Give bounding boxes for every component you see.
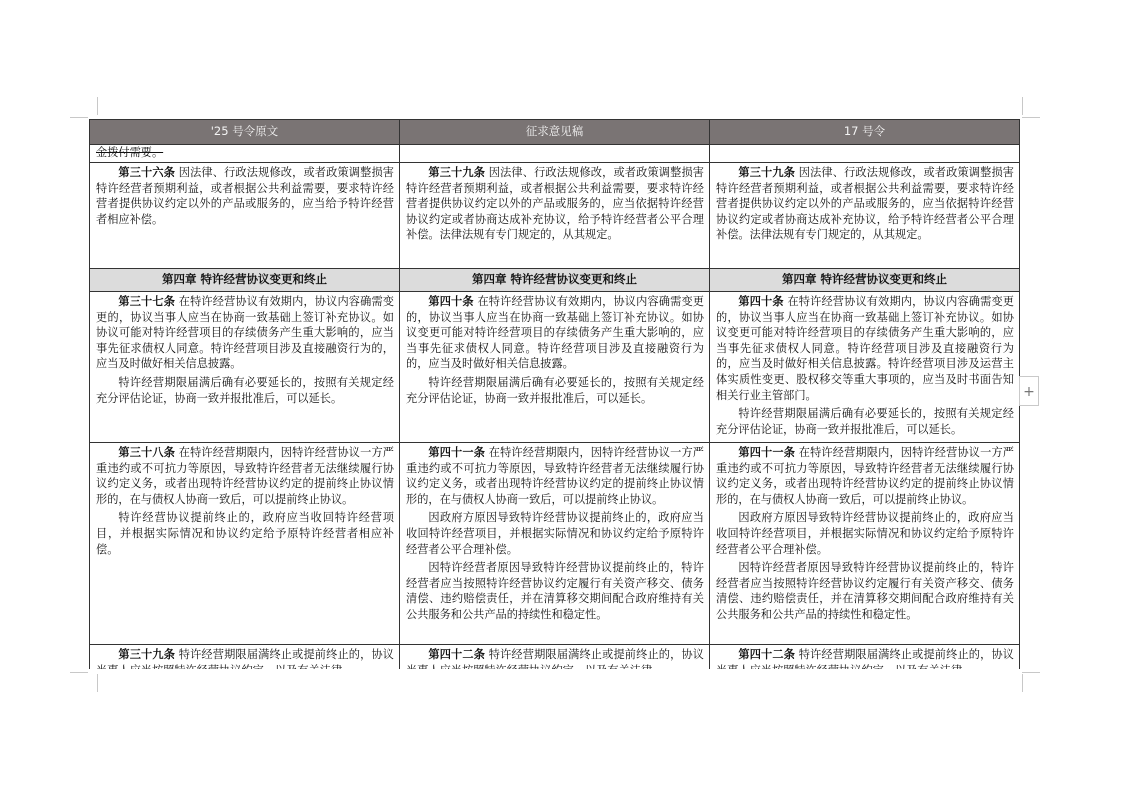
table-cell[interactable] xyxy=(400,292,710,443)
crop-mark xyxy=(97,97,98,115)
article-text: 特许经营期限届满终止或提前终止的，协议 xyxy=(488,648,704,661)
paragraph xyxy=(716,294,1014,403)
page-bottom-area xyxy=(0,669,1125,794)
crop-mark xyxy=(97,674,98,692)
table-cell[interactable] xyxy=(90,145,400,163)
crop-mark xyxy=(70,672,88,673)
table-cell[interactable] xyxy=(90,292,400,443)
article-number: 第四十条 xyxy=(428,295,474,308)
paragraph: 特许经营期限届满后确有必要延长的，按照有关规定经充分评估论证，协商一致并报批准后，可以延长。 xyxy=(96,375,394,405)
paragraph: 特许经营期限届满后确有必要延长的，按照有关规定经充分评估论证，协商一致并报批准后，可以延长。 xyxy=(716,407,1014,436)
article-text: 因法律、行政法规修改，或者政策调整损害特许经营者预期利益，或者根据公共利益需要，要求特许经营者提供协议约定以外的产品或服务的，应当给予特许经营者相应补偿。 xyxy=(96,166,394,226)
paragraph xyxy=(96,165,394,227)
table-row xyxy=(90,145,1020,163)
chapter-title: 第四章 特许经营协议变更和终止 xyxy=(90,269,400,292)
table-header-row xyxy=(90,120,1020,145)
table-cell[interactable] xyxy=(710,163,1020,269)
article-number: 第三十七条 xyxy=(118,295,176,308)
crop-mark xyxy=(70,117,88,118)
paragraph xyxy=(406,165,704,243)
article-number: 第三十六条 xyxy=(118,166,176,179)
article-text: 特许经营期限届满终止或提前终止的，协议 xyxy=(798,648,1014,661)
table-cell[interactable] xyxy=(400,145,710,163)
crop-mark xyxy=(1022,672,1040,673)
table-cell[interactable] xyxy=(400,163,710,269)
paragraph: 因政府方原因导致特许经营协议提前终止的，政府应当收回特许经营项目，并根据实际情况和协议约定给予原特许经营者公平合理补偿。 xyxy=(406,511,704,556)
article-text: 在特许经营协议有效期内，协议内容确需变更的，协议当事人应当在协商一致基础上签订补充协议。如协议变更可能对特许经营项目的存续债务产生重大影响的，应当事先征求债权人同意。特许经营项目涉及直接融资行为的，应当及时做好相关信息披露。 xyxy=(406,295,704,371)
column-header-draft: 征求意见稿 xyxy=(400,120,710,145)
paragraph: 特许经营协议提前终止的，政府应当收回特许经营项目，并根据实际情况和协议约定给予原特许经营者相应补偿。 xyxy=(96,511,394,556)
article-text: 因法律、行政法规修改，或者政策调整损害特许经营者预期利益，或者根据公共利益需要，要求特许经营者提供协议约定以外的产品或服务的，应当依据特许经营协议约定或者协商达成补充协议，给予特许经营者公平合理补偿。法律法规有专门规定的，从其规定。 xyxy=(716,166,1014,242)
crop-mark xyxy=(1022,674,1023,692)
table-cell[interactable] xyxy=(710,145,1020,163)
paragraph xyxy=(716,165,1014,243)
article-number: 第四十二条 xyxy=(428,648,486,661)
article-text: 在特许经营协议有效期内，协议内容确需变更的，协议当事人应当在协商一致基础上签订补充协议。如协议可能对特许经营项目的存续债务产生重大影响的，应当事先征求债权人同意。特许经营项目涉及直接融资行为的，应当及时做好相关信息披露。 xyxy=(96,295,394,371)
chapter-title: 第四章 特许经营协议变更和终止 xyxy=(400,269,710,292)
column-header-order-17: 17 号令 xyxy=(710,120,1020,145)
column-header-original: '25 号令原文 xyxy=(90,120,400,145)
crop-mark xyxy=(1022,97,1023,115)
paragraph xyxy=(406,445,704,507)
paragraph: 因政府方原因导致特许经营协议提前终止的，政府应当收回特许经营项目，并根据实际情况和协议约定给予原特许经营者公平合理补偿。 xyxy=(716,511,1014,556)
deleted-text: 金拨付需要。 xyxy=(96,146,164,159)
article-number: 第四十条 xyxy=(738,295,784,308)
article-text: 因法律、行政法规修改，或者政策调整损害特许经营者预期利益，或者根据公共利益需要，要求特许经营者提供协议约定以外的产品或服务的，应当依据特许经营协议约定或者协商达成补充协议，给予特许经营者公平合理补偿。法律法规有专门规定的，从其规定。 xyxy=(406,166,704,242)
chapter-row xyxy=(90,269,1020,292)
article-number: 第三十九条 xyxy=(428,166,486,179)
article-number: 第三十九条 xyxy=(738,166,796,179)
table-cell[interactable] xyxy=(90,163,400,269)
article-text: 特许经营期限届满终止或提前终止的，协议 xyxy=(178,648,394,661)
paragraph xyxy=(96,445,394,507)
article-text: 在特许经营协议有效期内，协议内容确需变更的，协议当事人应当在协商一致基础上签订补充协议。如协议变更可能对特许经营项目的存续债务产生重大影响的，应当事先征求债权人同意。特许经营项目涉及直接融资行为的，应当及时做好相关信息披露。特许经营项目涉及运营主体实质性变更、股权移交等重大事项的，应当及时书面告知相关行业主管部门。 xyxy=(716,295,1014,402)
table-row xyxy=(90,443,1020,645)
table-cell[interactable] xyxy=(710,292,1020,443)
paragraph xyxy=(406,294,704,372)
add-row-button[interactable]: + xyxy=(1019,376,1039,406)
table-row xyxy=(90,163,1020,269)
table-cell[interactable] xyxy=(710,443,1020,645)
comparison-table xyxy=(89,119,1020,682)
crop-mark xyxy=(1022,117,1040,118)
table-row xyxy=(90,292,1020,443)
article-text: 在特许经营期限内，因特许经营协议一方严重违约或不可抗力等原因，导致特许经营者无法继续履行协议约定义务，或者出现特许经营协议约定的提前终止协议情形的，在与债权人协商一致后，可以提前终止协议。 xyxy=(716,446,1014,506)
chapter-title: 第四章 特许经营协议变更和终止 xyxy=(710,269,1020,292)
article-number: 第四十一条 xyxy=(428,446,486,459)
paragraph: 因特许经营者原因导致特许经营协议提前终止的，特许经营者应当按照特许经营协议约定履行有关资产移交、债务清偿、违约赔偿责任，并在清算移交期间配合政府维持有关公共服务和公共产品的持续性和稳定性。 xyxy=(406,561,704,621)
paragraph: 因特许经营者原因导致特许经营协议提前终止的，特许经营者应当按照特许经营协议约定履行有关资产移交、债务清偿、违约赔偿责任，并在清算移交期间配合政府维持有关公共服务和公共产品的持续性和稳定性。 xyxy=(716,561,1014,621)
table-cell[interactable] xyxy=(400,443,710,645)
article-number: 第四十二条 xyxy=(738,648,796,661)
table-cell[interactable] xyxy=(90,443,400,645)
paragraph: 特许经营期限届满后确有必要延长的，按照有关规定经充分评估论证，协商一致并报批准后，可以延长。 xyxy=(406,375,704,405)
article-text: 在特许经营期限内，因特许经营协议一方严重违约或不可抗力等原因，导致特许经营者无法继续履行协议约定义务，或者出现特许经营协议约定的提前终止协议情形的，在与债权人协商一致后，可以提前终止协议。 xyxy=(406,446,704,506)
article-number: 第三十八条 xyxy=(118,446,176,459)
article-number: 第三十九条 xyxy=(118,648,176,661)
article-text: 在特许经营期限内，因特许经营协议一方严重违约或不可抗力等原因，导致特许经营者无法继续履行协议约定义务，或者出现特许经营协议约定的提前终止协议情形的，在与债权人协商一致后，可以提前终止协议。 xyxy=(96,446,394,506)
paragraph xyxy=(96,294,394,372)
article-number: 第四十一条 xyxy=(738,446,796,459)
paragraph xyxy=(716,445,1014,507)
